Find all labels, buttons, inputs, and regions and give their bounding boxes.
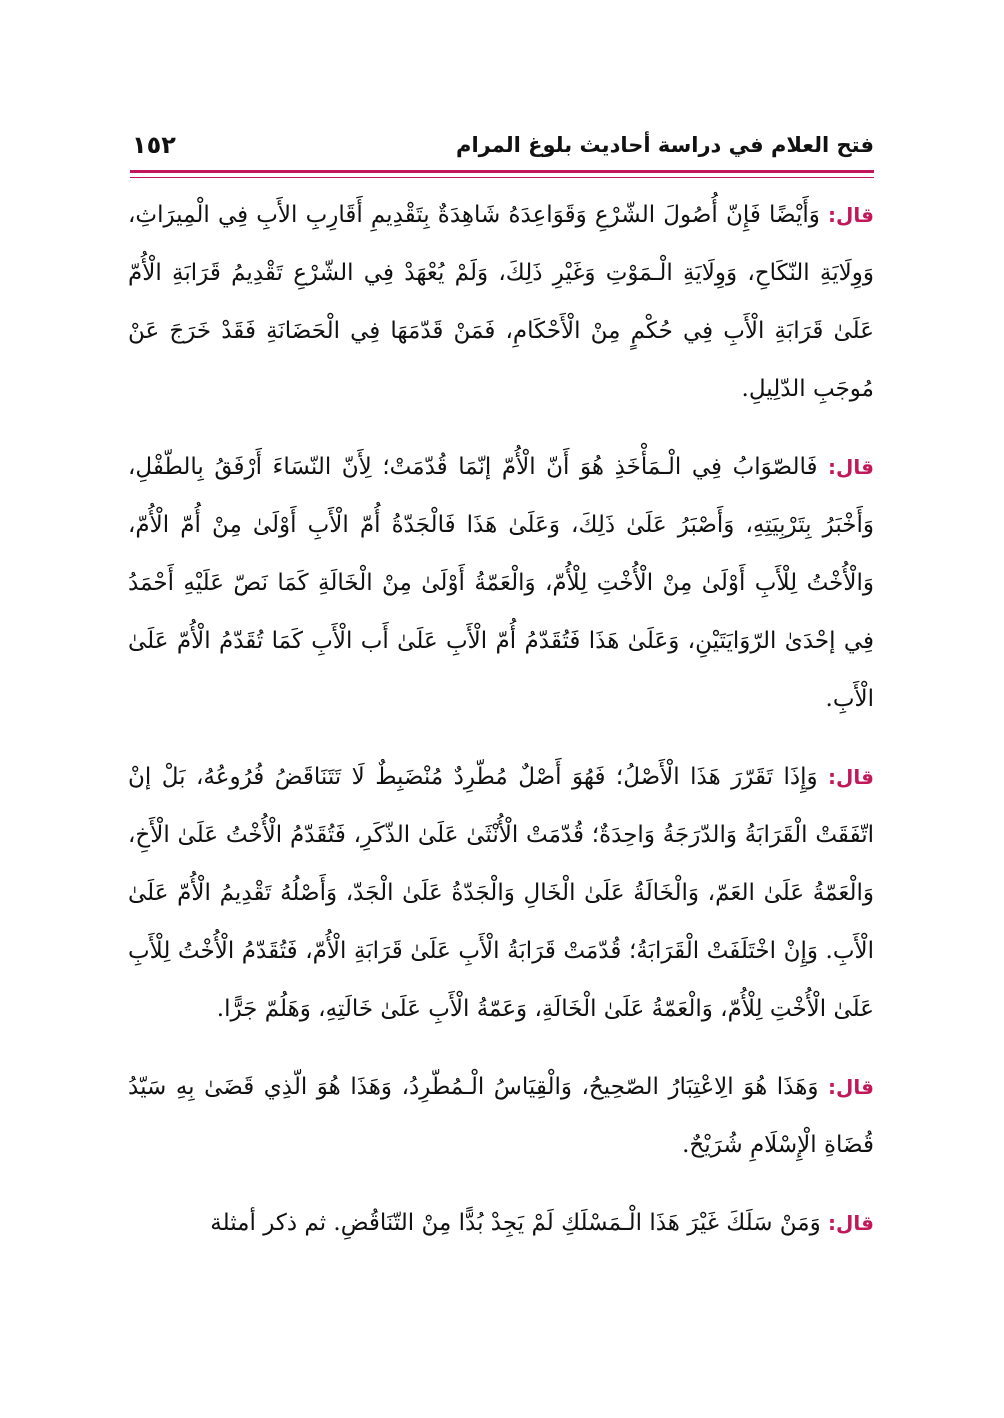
paragraph: [128, 748, 874, 1038]
paragraph: [128, 186, 874, 418]
paragraph: [128, 438, 874, 728]
paragraph-text: وَمَنْ سَلَكَ غَيْرَ هَذَا الْـمَسْلَكِ لَمْ يَجِدْ بُدًّا مِنْ التّنَاقُضِ. ثم ذكر أمثلة: [210, 1210, 821, 1236]
qala-label: قال:: [828, 765, 874, 789]
paragraph-text: وَهَذَا هُوَ الِاعْتِبَارُ الصّحِيحُ، وَالْقِيَاسُ الْـمُطّرِدُ، وَهَذَا هُوَ الّذِي قَضَىٰ بِهِ سَيّدُ قُضَاةِ الْإِسْلَامِ شُرَيْحٌ.: [128, 1074, 874, 1158]
qala-label: قال:: [828, 203, 874, 227]
qala-label: قال:: [828, 1075, 874, 1099]
page-header: [132, 124, 874, 166]
header-rule-thick: [130, 170, 874, 173]
paragraph: [128, 1058, 874, 1174]
paragraph-text: وَأَيْضًا فَإِنّ أُصُولَ الشّرْعِ وَقَوَاعِدَهُ شَاهِدَةٌ بِتَقْدِيمِ أَقَارِبِ الأَبِ فِي الْمِيرَاثِ، وَوِلَايَةِ النّكَاحِ، وَوِلَايَةِ الْـمَوْتِ وَغَيْرِ ذَلِكَ، وَلَمْ يُعْهَدْ فِي الشّرْعِ تَقْدِيمُ قَرَابَةِ الْأُمّ عَلَىٰ قَرَابَةِ الْأَبِ فِي حُكْمٍ مِنْ الْأَحْكَامِ، فَمَنْ قَدّمَهَا فِي الْحَضَانَةِ فَقَدْ خَرَجَ عَنْ مُوجَبِ الدّلِيلِ.: [128, 202, 874, 402]
qala-label: قال:: [828, 1211, 874, 1235]
page-number: ١٥٢: [132, 131, 176, 159]
header-rule-thin: [130, 177, 874, 178]
body-text: [128, 186, 874, 1272]
book-title: فتح العلام في دراسة أحاديث بلوغ المرام: [456, 133, 874, 157]
paragraph: [128, 1194, 874, 1252]
qala-label: قال:: [828, 455, 874, 479]
paragraph-text: فَالصّوَابُ فِي الْـمَأْخَذِ هُوَ أَنّ الْأُمّ إنّمَا قُدّمَتْ؛ لِأَنّ النّسَاءَ أَرْفَقُ بِالطّفْلِ، وَأَخْبَرُ بِتَرْبِيَتِهِ، وَأَصْبَرُ عَلَىٰ ذَلِكَ، وَعَلَىٰ هَذَا فَالْجَدّةُ أُمّ الْأَبِ أَوْلَىٰ مِنْ أُمّ الْأُمّ، وَالْأُخْتُ لِلْأَبِ أَوْلَىٰ مِنْ الْأُخْتِ لِلْأُمّ، وَالْعَمّةُ أَوْلَىٰ مِنْ الْخَالَةِ كَمَا نَصّ عَلَيْهِ أَحْمَدُ فِي إحْدَىٰ الرّوَايَتَيْنِ، وَعَلَىٰ هَذَا فَتُقَدّمُ أُمّ الْأَبِ عَلَىٰ أَب الْأَبِ كَمَا تُقَدّمُ الْأُمّ عَلَىٰ الْأَبِ.: [128, 454, 874, 712]
paragraph-text: وَإِذَا تَقَرّرَ هَذَا الْأَصْلُ؛ فَهُوَ أَصْلٌ مُطّرِدٌ مُنْضَبِطٌ لَا تَتَنَاقَضُ فُرُوعُهُ، بَلْ إنْ اتّفَقَتْ الْقَرَابَةُ وَالدّرَجَةُ وَاحِدَةٌ؛ قُدّمَتْ الْأُنْثَىٰ عَلَىٰ الذّكَرِ، فَتُقَدّمُ الْأُخْتُ عَلَىٰ الْأَخِ، وَالْعَمّةُ عَلَىٰ العَمّ، وَالْخَالَةُ عَلَىٰ الْخَالِ وَالْجَدّةُ عَلَىٰ الْجَدّ، وَأَصْلُهُ تَقْدِيمُ الْأُمّ عَلَىٰ الْأَبِ. وَإِنْ اخْتَلَفَتْ الْقَرَابَةُ؛ قُدّمَتْ قَرَابَةُ الْأَبِ عَلَىٰ قَرَابَةِ الْأُمّ، فَتُقَدّمُ الْأُخْتُ لِلْأَبِ عَلَىٰ الْأُخْتِ لِلْأُمّ، وَالْعَمّةُ عَلَىٰ الْخَالَةِ، وَعَمّةُ الْأَبِ عَلَىٰ خَالَتِهِ، وَهَلُمّ جَرًّا.: [128, 764, 874, 1022]
